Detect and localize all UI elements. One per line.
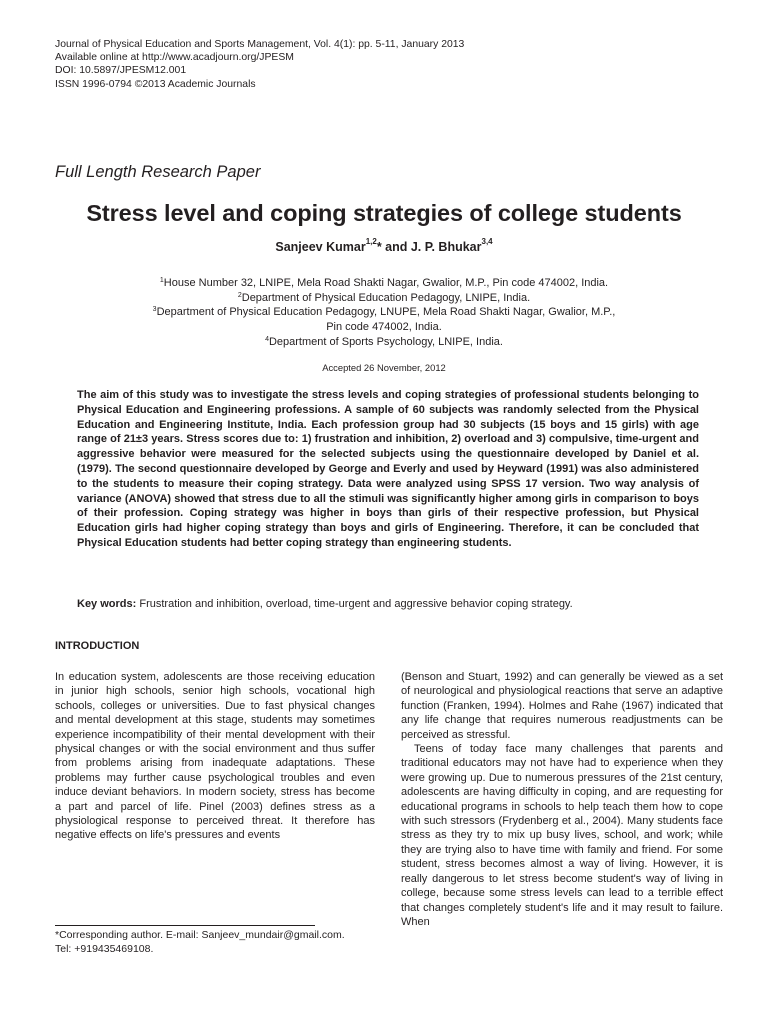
keywords-label: Key words: xyxy=(77,598,137,610)
journal-citation: Journal of Physical Education and Sports Management, Vol. 4(1): pp. 5-11, January 2013 xyxy=(55,39,465,50)
journal-url: Available online at http://www.acadjourn.org/JPESM xyxy=(55,52,294,64)
journal-header xyxy=(55,38,464,91)
abstract: The aim of this study was to investigate the stress levels and coping strategies of professional students belonging to Physical Education and Engineering professions. A sample of 60 subjects was randomly selected from the Physical Education and Engineering Institute, India. Each profession group had 30 subjects (15 boys and 15 girls) with age range of 21±3 years. Stress scores due to: 1) frustration and inhibition, 2) overload and 3) compulsive, time-urgent and aggressive behavior were measured for the selected subjects using the questionnaire developed by Daniel et al. (1979). The second questionnaire developed by George and Everly and used by Heyward (1991) was also administered to the students to measure their coping strategy. Data were analyzed using SPSS 17 version. Two way analysis of variance (ANOVA) showed that stress due to all the stimuli was significantly higher among girls in comparison to boys of their profession. Coping strategy was higher in boys than girls of their respective profession, but Physical Education girls had higher coping strategy than boys and girls of Engineering. Therefore, it can be concluded that Physical Education students had better coping strategy than engineering students. xyxy=(77,389,699,549)
affiliation-line xyxy=(0,335,768,350)
affiliation-text: Department of Physical Education Pedagogy, LNIPE, India. xyxy=(241,291,531,304)
affiliation-sup: 3 xyxy=(152,306,157,314)
body-paragraph: (Benson and Stuart, 1992) and can generally be viewed as a set of neurological and physiological reactions that serve an adaptive function (Franken, 1994). Holmes and Rahe (1967) indicated that any life change that requires numerous readjustments can be perceived as stressful. xyxy=(401,671,723,741)
affiliation-line xyxy=(0,276,768,291)
affiliation-line xyxy=(0,305,768,320)
author-name: J. P. Bhukar xyxy=(410,240,482,254)
affiliation-sup: 4 xyxy=(265,335,269,343)
affiliation-text: Department of Sports Psychology, LNIPE, India. xyxy=(268,335,503,348)
left-column xyxy=(55,670,375,843)
right-column xyxy=(401,670,723,929)
footnote-tel: Tel: +919435469108. xyxy=(55,943,154,955)
author-name: Sanjeev Kumar xyxy=(275,240,366,254)
section-heading: INTRODUCTION xyxy=(55,640,140,652)
author-conjunction: and xyxy=(381,240,411,254)
author-line xyxy=(0,237,768,254)
author-affiliation-sup: 1,2 xyxy=(365,237,377,246)
footnote xyxy=(55,928,375,956)
affiliation-text: Department of Physical Education Pedagogy, LNUPE, Mela Road Shakti Nagar, Gwalior, M.P., xyxy=(156,306,616,319)
affiliation-sup: 2 xyxy=(237,291,242,299)
keywords-text: Frustration and inhibition, overload, time-urgent and aggressive behavior coping strategy. xyxy=(136,598,573,610)
affiliations xyxy=(0,276,768,350)
affiliation-line xyxy=(0,291,768,306)
footnote-rule xyxy=(55,925,315,926)
paper-title: Stress level and coping strategies of college students xyxy=(86,200,682,226)
author-affiliation-sup: 3,4 xyxy=(481,237,493,246)
issn-line: ISSN 1996-0794 ©2013 Academic Journals xyxy=(55,78,256,90)
affiliation-text: House Number 32, LNIPE, Mela Road Shakti Nagar, Gwalior, M.P., Pin code 474002, India. xyxy=(163,277,609,289)
corresponding-mark: * xyxy=(376,240,382,254)
paper-type: Full Length Research Paper xyxy=(55,163,261,181)
body-paragraph: In education system, adolescents are those receiving education in junior high schools, senior high schools, vocational high schools, colleges or universities. Due to fast physical changes and mental development at this stage, students may sometimes experience incompatibility of their mental development with their physical changes or with the social environment and thus suffer from problems arising from inadequate adaptations. These problems may further cause psychological troubles and even induce deviant behaviors. In modern society, stress has become a part and parcel of life. Pinel (2003) defines stress as a physiological response to perceived threat. It therefore has negative effects on life's pressures and events xyxy=(55,671,375,842)
accepted-date: Accepted 26 November, 2012 xyxy=(322,362,446,373)
affiliation-sup: 1 xyxy=(159,277,164,284)
affiliation-line: Pin code 474002, India. xyxy=(326,321,442,334)
keywords xyxy=(77,597,699,611)
body-paragraph: Teens of today face many challenges that parents and traditional educators may not have had to experience when they were growing up. Due to numerous pressures of the 21st century, adolescents are having difficulty in coping, and are requesting for educational programs in schools to help teach them how to cope with such stressors (Frydenberg et al., 2004). Many students face stress as they try to mix up busy lives, school, and work; while they are trying also to have time with family and friend. For some student, stress becomes almost a way of living. However, it is really dangerous to let stress become student's way of living in college, because some stress levels can lead to a terrible effect that changes completely student's life and it may result to failure. When xyxy=(401,743,723,928)
doi-line: DOI: 10.5897/JPESM12.001 xyxy=(55,65,187,77)
footnote-email: *Corresponding author. E-mail: Sanjeev_mundair@gmail.com. xyxy=(55,929,345,941)
